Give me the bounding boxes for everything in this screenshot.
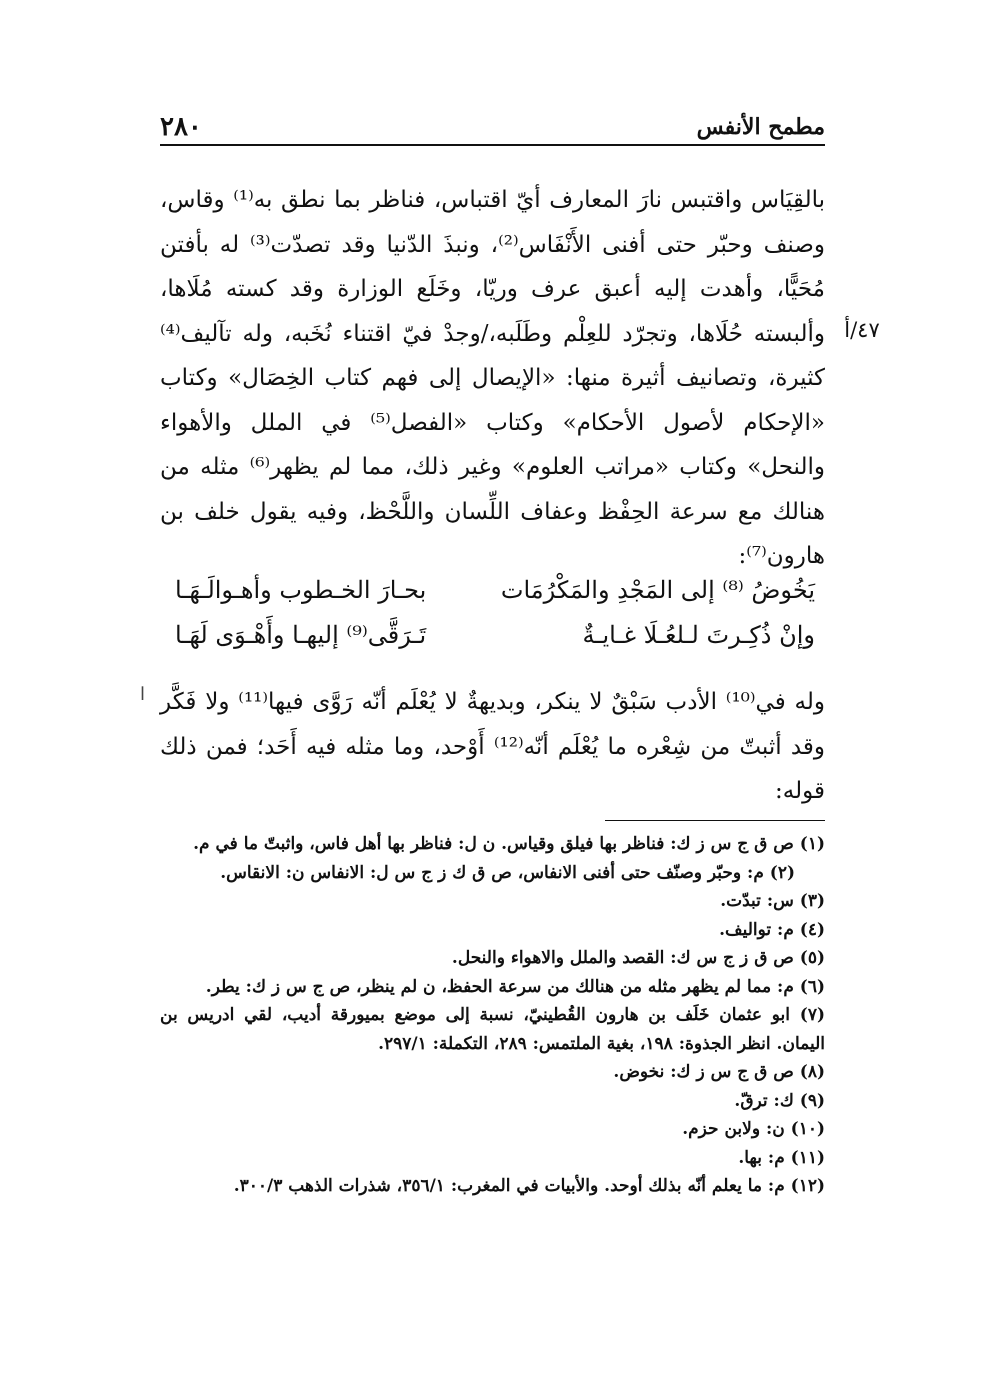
footnote-3: (٣) س: تبدّت. <box>720 891 825 911</box>
folio-marker: ٤٧/أ <box>844 318 880 342</box>
verse-2-second-hemistich: تَـرَقَّى⁽⁹⁾ إليهـا وأَهْـوَى لَهَـا <box>175 621 427 649</box>
footnote-8: (٨) ص ق ج س ز ك: نخوض. <box>613 1062 825 1082</box>
verse-1-first-hemistich: يَخُوضُ ⁽⁸⁾ إلى المَجْدِ والمَكْرُمَات <box>500 576 815 604</box>
footnote-4: (٤) م: تواليف. <box>719 919 825 940</box>
running-title: مطمح الأنفس <box>696 114 825 140</box>
verse-line-2 <box>175 621 815 666</box>
footnote-7: (٧) ابو عثمان خَلَف بن هارون القُطينيّ، نسبة إلى موضع بميورقة أديب، لقي ادريس بن اليمان. انظر الجذوة: ١٩٨، بغية الملتمس: ٢٨٩، التكملة: ٢٩٧/١. <box>160 1005 825 1054</box>
footnote-11: (١١) م: بها. <box>738 1147 825 1168</box>
page-number: ٢٨٠ <box>160 112 202 142</box>
footnotes <box>160 830 825 1201</box>
footnote-9: (٩) ك: ترقّ. <box>734 1090 825 1111</box>
paragraph-2: وله في⁽¹⁰⁾ الأدب سَبْقٌ لا ينكر، وبديهةٌ لا يُعْلَم أنّه رَوَّى فيها⁽¹¹⁾ ولا فَكَّر وقد أثبتّ من شِعْره ما يُعْلَم أنّه⁽¹²⁾ أَوْحد، وما مثله فيه أَحَد؛ فمن ذلك قوله: <box>160 689 826 804</box>
footnote-10: (١٠) ن: ولابن حزم. <box>682 1119 825 1139</box>
footnote-5: (٥) ص ق ز ج س ك: القصد والملل والاهواء والنحل. <box>451 948 825 968</box>
main-text <box>160 178 825 579</box>
margin-tick: ا <box>140 684 146 705</box>
footnote-6: (٦) م: مما لم يظهر مثله من هنالك من سرعة الحفظ، ن لم ينظر، ص ج س ز ك: يطر. <box>205 976 825 997</box>
verse-line-1 <box>175 576 815 621</box>
footnote-12: (١٢) م: ما يعلم أنّه بذلك أوحد. والأبيات في المغرب: ٣٥٦/١، شذرات الذهب ٣٠٠/٣. <box>233 1176 825 1196</box>
poem-verses <box>175 576 815 666</box>
footnote-2: (٢) م: وحبّر وصنّف حتى أفنى الانفاس، ص ق ك ز ج س ل: الانفاس ن: الانقاس. <box>220 862 795 883</box>
paragraph-1: بالقِيَاس واقتبس نارَ المعارف أيّ اقتباس، فناظر بما نطق به⁽¹⁾ وقاس، وصنف وحبّر حتى أفنى الأَنْفَاس⁽²⁾، ونبذَ الدّنيا وقد تصدّت⁽³⁾ له بأفتن مُحَيًّا، وأهدت إليه أعبق عرف وريّا، وخَلَع الوزارة وقد كسته مُلَاها، وألبسته حُلَاها، وتجرّد للعِلْم وطَلَبه،/وجدْ فيّ اقتناء نُخَبه، وله تآليف⁽⁴⁾ كثيرة، وتصانيف أثيرة منها: «الإيصال إلى فهم كتاب الخِصَال» وكتاب «الإحكام لأصول الأحكام» وكتاب «الفصل⁽⁵⁾ في الملل والأهواء والنحل» وكتاب «مراتب العلوم» وغير ذلك، مما لم يظهر⁽⁶⁾ مثله من هنالك مع سرعة الحِفْظ وعفاف اللِّسان واللَّحْظ، وفيه يقول خلف بن هارون⁽⁷⁾: <box>160 187 825 569</box>
verse-2-first-hemistich: وإنْ ذُكِـرتَ لـلعُـلَا غـايـةٌ <box>582 621 815 649</box>
main-text-continued <box>160 680 825 814</box>
page-header <box>160 108 825 146</box>
verse-1-second-hemistich: بحـارَ الخـطوب وأهـوالَـهَـا <box>175 576 427 604</box>
footnotes-separator <box>605 820 825 821</box>
footnote-1: (١) ص ق ج س ز ك: فناظر بها فيلق وقياس. ن ل: فناظر بها أهل فاس، واثبتّ ما في م. <box>193 834 825 854</box>
